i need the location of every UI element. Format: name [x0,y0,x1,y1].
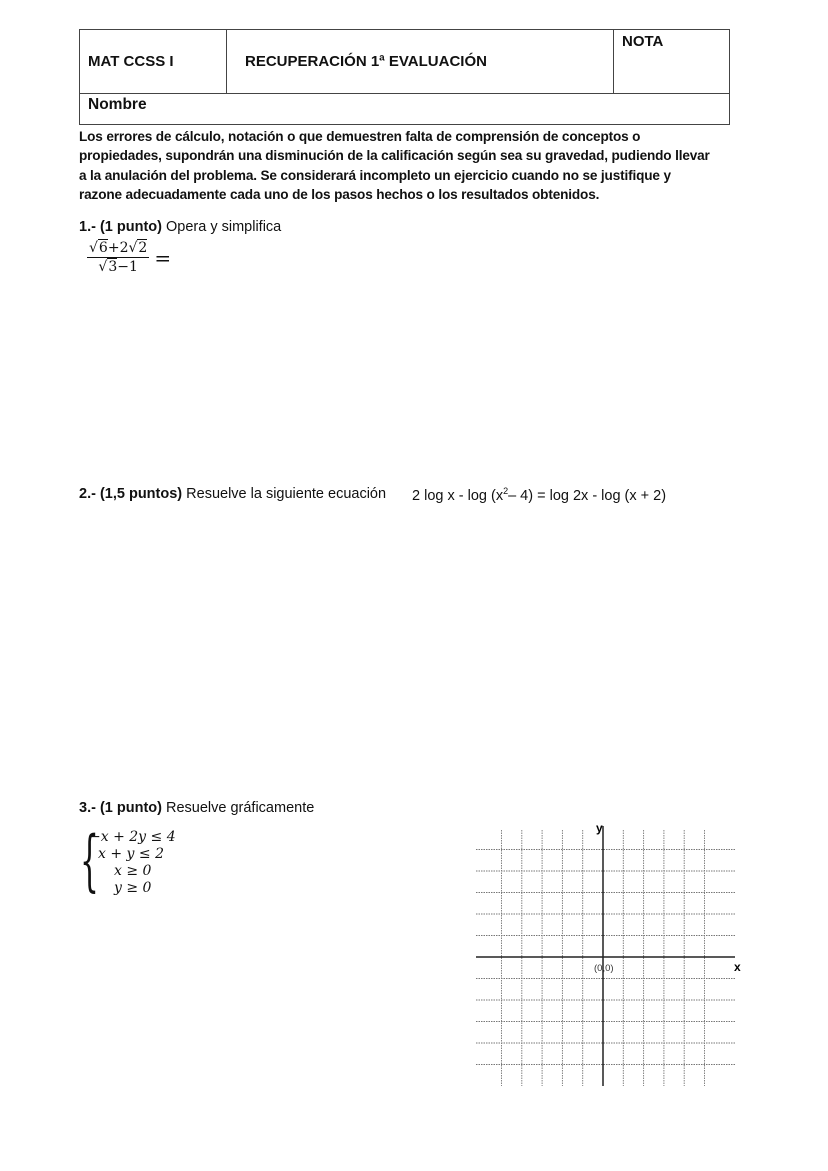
radicand: 3 [108,259,118,275]
equation-part: 2 log x - log (x [412,487,504,504]
instructions-line: a la anulación del problema. Se considerará incompleto un ejercicio cuando no se justifique y [79,167,671,183]
instructions-line: propiedades, supondrán una disminución de la calificación según sea su gravedad, pudiendo llevar [79,148,710,164]
q3-text: Resuelve gráficamente [166,800,315,816]
y-axis-label: y [596,821,603,835]
equation-part: – 4) = log 2x - log (x + 2) [508,487,667,504]
operator: −1 [117,259,138,275]
q2-number: 2.- [79,486,96,502]
q3-number: 3.- [79,800,96,816]
name-label: Nombre [88,96,147,113]
grade-label: NOTA [622,33,664,50]
q1-points: (1 punto) [99,219,162,235]
q2-text: Resuelve la siguiente ecuación [186,486,387,502]
origin-label: (0,0) [594,963,614,974]
operator: +2 [107,240,129,256]
brace-icon: { [80,822,99,899]
instructions-line: razone adecuadamente cada uno de los pasos hechos o los resultados obtenidos. [79,186,600,202]
subject-cell: MAT CCSS I [80,30,227,94]
instructions-line: Los errores de cálculo, notación o que demuestren falta de comprensión de conceptos o [79,129,641,144]
q1-number: 1.- [79,219,96,235]
grid-lines [476,830,735,1086]
inequality: −x + 2y ≤ 4 [89,829,176,845]
inequality: x ≥ 0 [114,863,152,879]
inequality: x + y ≤ 2 [98,846,164,862]
radicand: 2 [138,240,148,256]
q3-points: (1 punto) [99,800,162,816]
q1-text: Opera y simplifica [166,219,282,235]
q1-fraction: $\frac{√6+2√2}{√3-1}$ [89,240,148,275]
inequality: y ≥ 0 [114,880,152,896]
equals-sign: = [154,245,172,270]
x-axis-label: x [734,960,741,974]
radicand: 6 [98,240,108,256]
q2-points: (1,5 puntos) [99,486,183,502]
exponent: 2 [503,486,509,496]
exam-title: RECUPERACIÓN 1ª EVALUACIÓN [227,30,614,94]
